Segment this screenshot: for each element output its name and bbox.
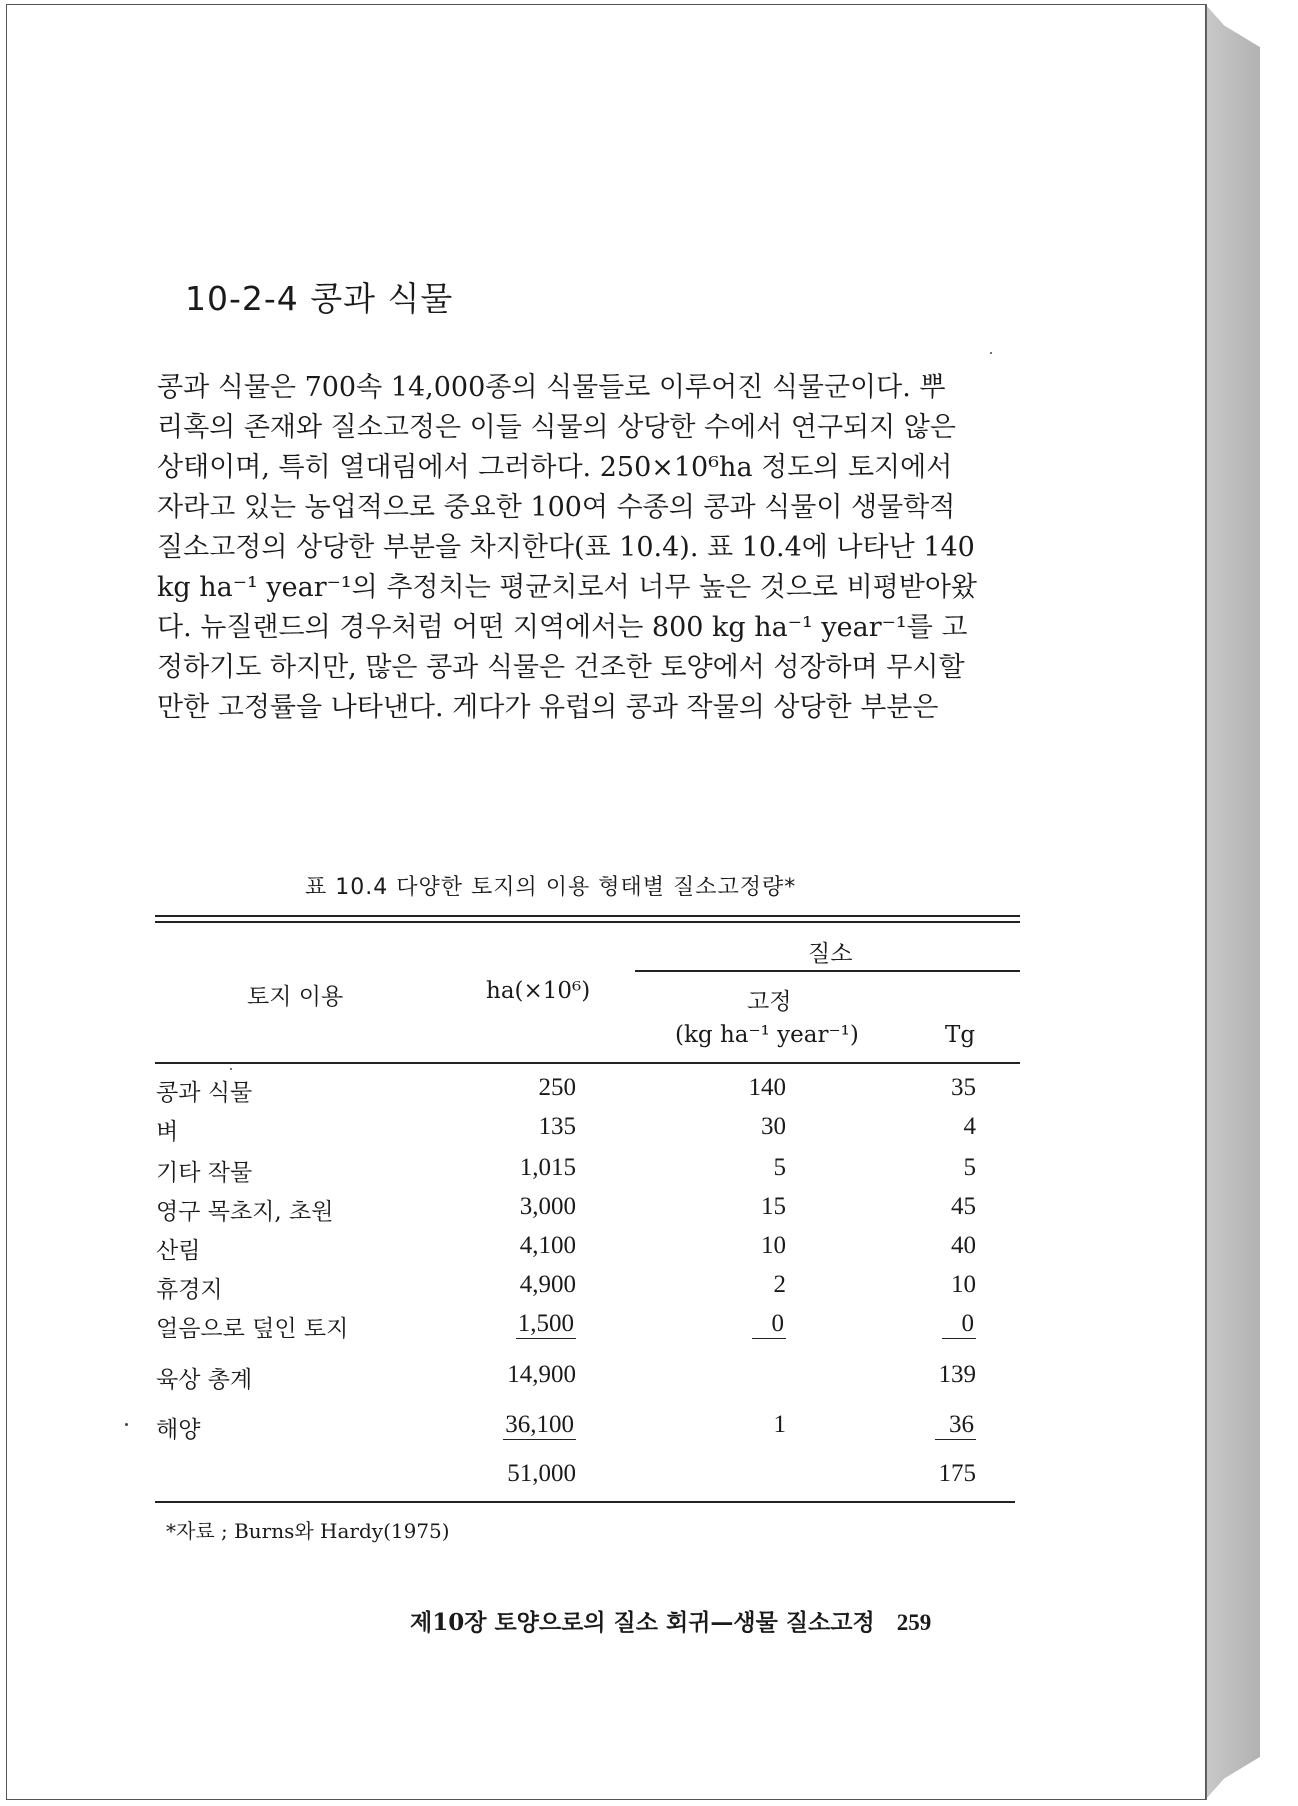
section-heading: 10-2-4 콩과 식물 (185, 279, 454, 318)
row-land-use: 육상 총계 (156, 1367, 253, 1393)
header-tg: Tg (945, 1022, 976, 1048)
header-area: ha(×10⁶) (486, 978, 591, 1004)
row-tg: 35 (951, 1074, 976, 1101)
row-tg: 36 (935, 1411, 976, 1440)
header-nitrogen: 질소 (808, 941, 853, 967)
row-area: 1,015 (519, 1154, 576, 1181)
row-land-use: 해양 (156, 1417, 201, 1443)
table-footnote: *자료 ; Burns와 Hardy(1975) (166, 1519, 450, 1543)
paragraph-line: 다. 뉴질랜드의 경우처럼 어떤 지역에서는 800 kg ha⁻¹ year⁻¹를 고 (157, 612, 968, 643)
row-area: 250 (538, 1074, 576, 1101)
row-tg: 139 (938, 1361, 976, 1388)
print-speck (230, 1068, 232, 1070)
paragraph-line: 리혹의 존재와 질소고정은 이들 식물의 상당한 수에서 연구되지 않은 (157, 412, 956, 443)
row-fixation: 1 (773, 1411, 786, 1438)
paragraph-line: 콩과 식물은 700속 14,000종의 식물들로 이루어진 식물군이다. 뿌 (157, 372, 946, 403)
paragraph-line: 만한 고정률을 나타낸다. 게다가 유럽의 콩과 작물의 상당한 부분은 (157, 692, 939, 723)
header-fixation-unit: (kg ha⁻¹ year⁻¹) (675, 1022, 859, 1048)
body-paragraph (157, 368, 1019, 728)
row-area: 36,100 (505, 1411, 574, 1438)
print-speck (990, 352, 992, 354)
row-tg: 10 (951, 1271, 976, 1298)
row-area: 51,000 (507, 1460, 576, 1487)
table-top-rule-second (155, 921, 1020, 923)
row-land-use: 기타 작물 (156, 1160, 253, 1186)
row-fixation: 2 (773, 1271, 786, 1298)
table-top-rule (155, 915, 1020, 917)
header-fixation: 고정 (747, 989, 792, 1015)
row-tg: 175 (938, 1460, 976, 1487)
row-land-use: 영구 목초지, 초원 (156, 1199, 334, 1225)
row-area: 4,900 (519, 1271, 576, 1298)
row-land-use: 벼 (156, 1119, 179, 1145)
row-fixation: 5 (773, 1154, 786, 1181)
row-area: 14,900 (507, 1361, 576, 1388)
row-area: 135 (538, 1113, 576, 1140)
row-area: 4,100 (519, 1232, 576, 1259)
row-area: 1,500 (517, 1310, 574, 1337)
paragraph-line: 자라고 있는 농업적으로 중요한 100여 수종의 콩과 식물이 생물학적 (157, 492, 956, 523)
row-area: 3,000 (519, 1193, 576, 1220)
row-tg: 0 (942, 1310, 977, 1339)
paragraph-line: 정하기도 하지만, 많은 콩과 식물은 건조한 토양에서 성장하며 무시할 (157, 652, 965, 683)
table-bottom-rule (155, 1501, 1015, 1503)
row-land-use: 휴경지 (156, 1277, 223, 1303)
row-land-use: 콩과 식물 (156, 1080, 253, 1106)
paragraph-line: kg ha⁻¹ year⁻¹의 추정치는 평균치로서 너무 높은 것으로 비평받아왔 (157, 572, 977, 603)
page-edge-shading (1205, 4, 1260, 1800)
chapter-title: 제10장 토양으로의 질소 회귀—생물 질소고정 (410, 1609, 875, 1636)
print-speck (125, 1423, 128, 1426)
row-tg: 5 (963, 1154, 976, 1181)
row-land-use: 얼음으로 덮인 토지 (156, 1316, 349, 1342)
row-fixation: 0 (752, 1310, 787, 1339)
table-caption: 표 10.4 다양한 토지의 이용 형태별 질소고정량* (305, 875, 797, 900)
row-fixation: 140 (748, 1074, 786, 1101)
paragraph-line: 질소고정의 상당한 부분을 차지한다(표 10.4). 표 10.4에 나타난 140 (157, 532, 975, 563)
row-tg: 4 (963, 1113, 976, 1140)
paragraph-line: 상태이며, 특히 열대림에서 그러하다. 250×10⁶ha 정도의 토지에서 (157, 452, 953, 483)
page-number: 259 (896, 1610, 932, 1635)
nitrogen-header-rule (635, 970, 1020, 972)
row-fixation: 15 (761, 1193, 786, 1220)
row-tg: 45 (951, 1193, 976, 1220)
row-fixation: 30 (761, 1113, 786, 1140)
header-land-use: 토지 이용 (247, 984, 344, 1010)
header-bottom-rule (155, 1062, 1020, 1064)
row-fixation: 10 (761, 1232, 786, 1259)
row-tg: 40 (951, 1232, 976, 1259)
row-land-use: 산림 (156, 1238, 201, 1264)
running-footer (410, 1604, 931, 1637)
